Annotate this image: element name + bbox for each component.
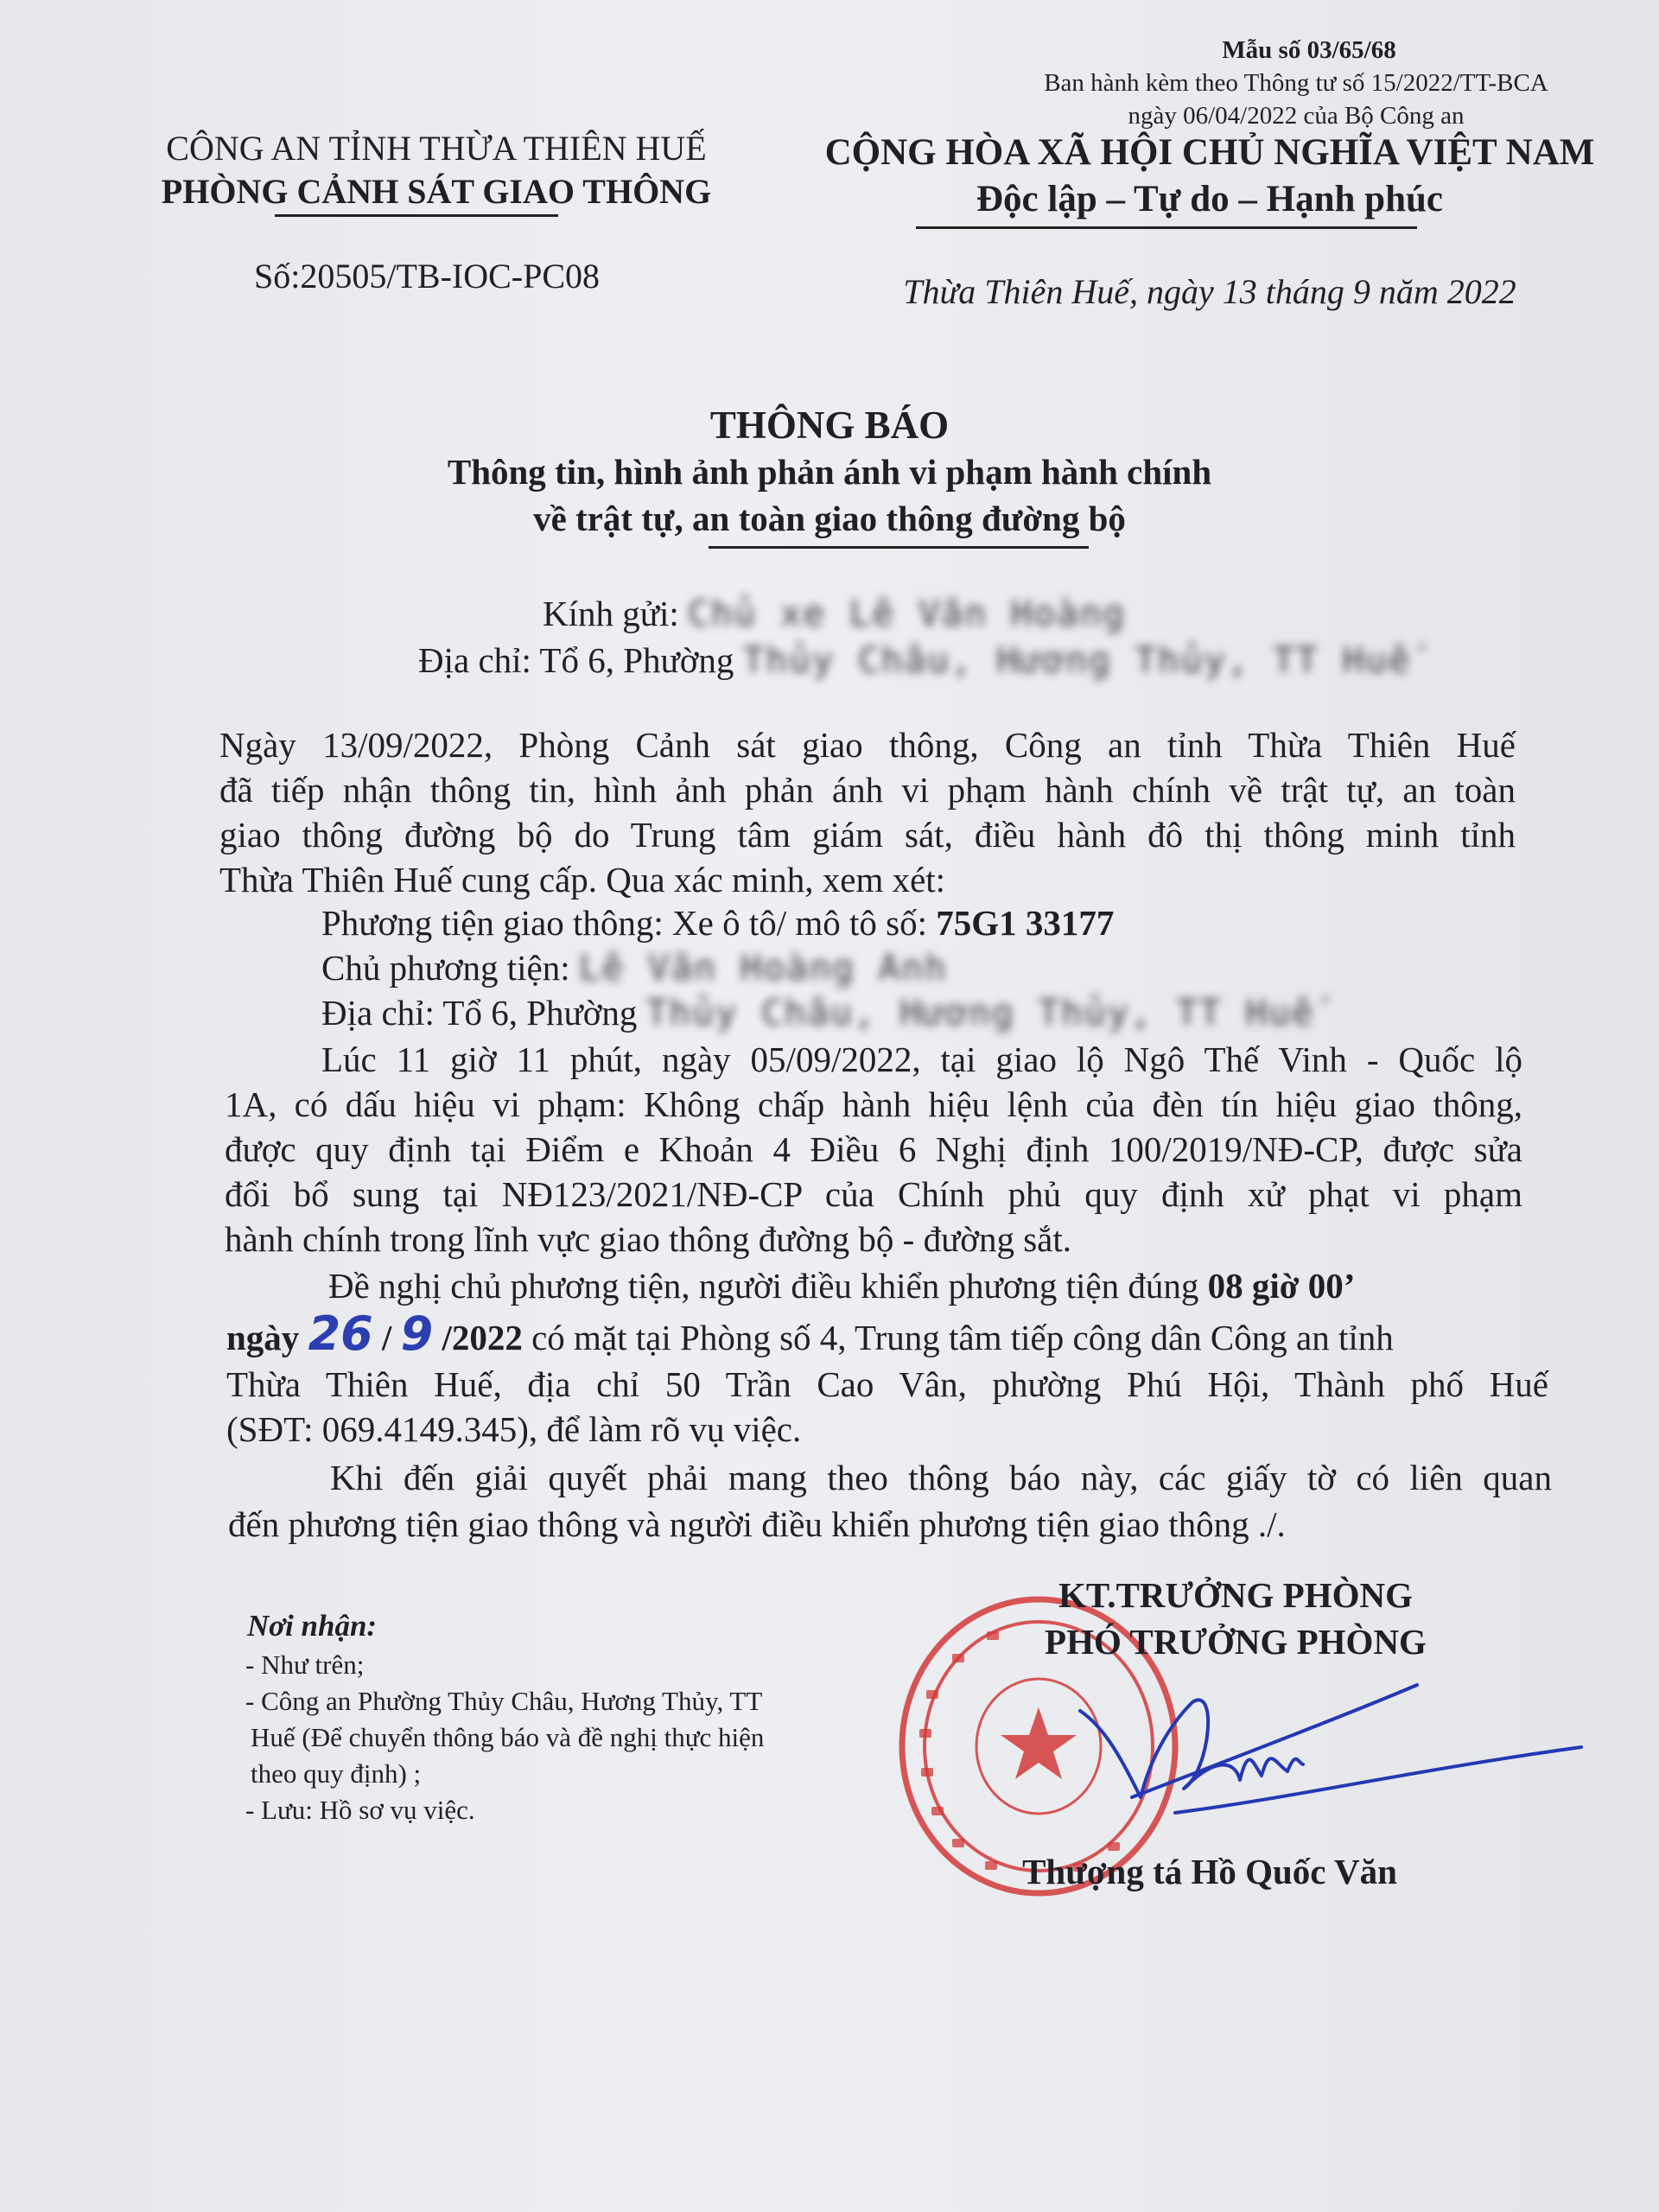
owner-address-redacted: Thủy Châu, Hương Thủy, TT Huế [645,992,1315,1033]
owner-address-line [321,992,1315,1033]
p3-handwritten-day: 26 [308,1306,373,1361]
p3-appointment-time: 08 giờ 00’ [1207,1266,1356,1306]
p3-date-separator: / [381,1318,392,1357]
p3-handwritten-month: 9 [400,1306,434,1361]
agency-parent: CÔNG AN TỈNH THỪA THIÊN HUẾ [166,129,707,168]
owner-name-redacted: Lê Văn Hoàng Anh [578,947,948,988]
signer-name: Thượng tá Hồ Quốc Văn [1022,1852,1397,1891]
body-p1-line2: đã tiếp nhận thông tin, hình ảnh phản ánh vi phạm hành chính về trật tự, an toàn [219,770,1516,810]
body-p2-line4: đổi bổ sung tại NĐ123/2021/NĐ-CP của Chính phủ quy định xử phạt vi phạm [225,1174,1522,1214]
agency-name: PHÒNG CẢNH SÁT GIAO THÔNG [161,172,712,211]
body-p3-line1 [328,1263,1355,1308]
vehicle-line [321,902,1114,944]
body-p1-line1: Ngày 13/09/2022, Phòng Cảnh sát giao thông, Công an tỉnh Thừa Thiên Huế [219,725,1516,765]
vehicle-plate: 75G1 33177 [936,903,1115,943]
form-issued-with: Ban hành kèm theo Thông tư số 15/2022/TT-BCA [1044,69,1548,97]
owner-address-label: Địa chỉ: Tổ 6, Phường [321,993,638,1033]
doc-number: Số:20505/TB-IOC-PC08 [254,257,601,296]
doc-subtitle-line2: về trật tự, an toàn giao thông đường bộ [533,499,1126,538]
recipient-address-redacted: Thủy Châu, Hương Thủy, TT Huế [742,639,1412,681]
receiver-item-5: - Lưu: Hồ sơ vụ việc. [245,1795,475,1825]
form-number: Mẫu số 03/65/68 [1222,36,1396,64]
receiver-item-3: Huế (Để chuyển thông báo và đề nghị thực hiện [251,1722,765,1752]
p3-year: /2022 [442,1318,523,1357]
signer-role-2: PHÓ TRƯỞNG PHÒNG [1045,1622,1427,1662]
title-underline [709,546,1089,549]
body-p1-line4: Thừa Thiên Huế cung cấp. Qua xác minh, xem xét: [219,860,946,899]
recipient-line [543,593,1126,634]
doc-title: THÔNG BÁO [709,404,950,447]
body-p4-line1: Khi đến giải quyết phải mang theo thông báo này, các giấy tờ có liên quan [330,1458,1552,1497]
place-date: Thừa Thiên Huế, ngày 13 tháng 9 năm 2022 [903,272,1516,311]
form-issued-date: ngày 06/04/2022 của Bộ Công an [1128,102,1465,130]
handwritten-signature [1071,1668,1590,1840]
agency-underline [275,214,558,217]
body-p3-line4: (SĐT: 069.4149.345), để làm rõ vụ việc. [226,1409,802,1449]
body-p2-line5: hành chính trong lĩnh vực giao thông đường bộ - đường sắt. [225,1219,1072,1259]
receivers-title: Nơi nhận: [247,1609,378,1643]
recipient-address-label: Địa chỉ: Tổ 6, Phường [418,640,734,680]
motto-underline [916,226,1417,229]
body-p1-line3: giao thông đường bộ do Trung tâm giám sát, điều hành đô thị thông minh tỉnh [219,815,1516,855]
body-p3-line2 [226,1308,1394,1363]
owner-line [321,947,948,988]
p3-location-text: có mặt tại Phòng số 4, Trung tâm tiếp công dân Công an tỉnh [531,1318,1394,1357]
doc-subtitle-line1: Thông tin, hình ảnh phản ánh vi phạm hành chính [447,452,1212,492]
receiver-item-2: - Công an Phường Thủy Châu, Hương Thủy, TT [245,1686,763,1716]
recipient-name-redacted: Chủ xe Lê Văn Hoàng [688,593,1127,634]
p3-request-text: Đề nghị chủ phương tiện, người điều khiển phương tiện đúng [328,1266,1199,1306]
nation-motto: Độc lập – Tự do – Hạnh phúc [976,179,1443,219]
body-p3-line3: Thừa Thiên Huế, địa chỉ 50 Trần Cao Vân, phường Phú Hội, Thành phố Huế [226,1364,1548,1404]
signer-role-1: KT.TRƯỞNG PHÒNG [1058,1575,1413,1615]
receiver-item-4: theo quy định) ; [251,1758,422,1789]
owner-label: Chủ phương tiện: [321,948,570,988]
recipient-address-line [418,639,1412,681]
body-p2-line1: Lúc 11 giờ 11 phút, ngày 05/09/2022, tại giao lộ Ngô Thế Vinh - Quốc lộ [321,1039,1522,1079]
p3-ngay-label: ngày [226,1318,300,1357]
vehicle-label: Phương tiện giao thông: Xe ô tô/ mô tô số: [321,903,928,943]
nation-name: CỘNG HÒA XÃ HỘI CHỦ NGHĨA VIỆT NAM [824,132,1595,173]
body-p4-line2: đến phương tiện giao thông và người điều khiển phương tiện giao thông ./. [228,1504,1286,1544]
receiver-item-1: - Như trên; [245,1649,365,1680]
recipient-label: Kính gửi: [543,594,679,633]
body-p2-line2: 1A, có dấu hiệu vi phạm: Không chấp hành hiệu lệnh của đèn tín hiệu giao thông, [225,1084,1522,1124]
body-p2-line3: được quy định tại Điểm e Khoản 4 Điều 6 Nghị định 100/2019/NĐ-CP, được sửa [225,1129,1522,1169]
